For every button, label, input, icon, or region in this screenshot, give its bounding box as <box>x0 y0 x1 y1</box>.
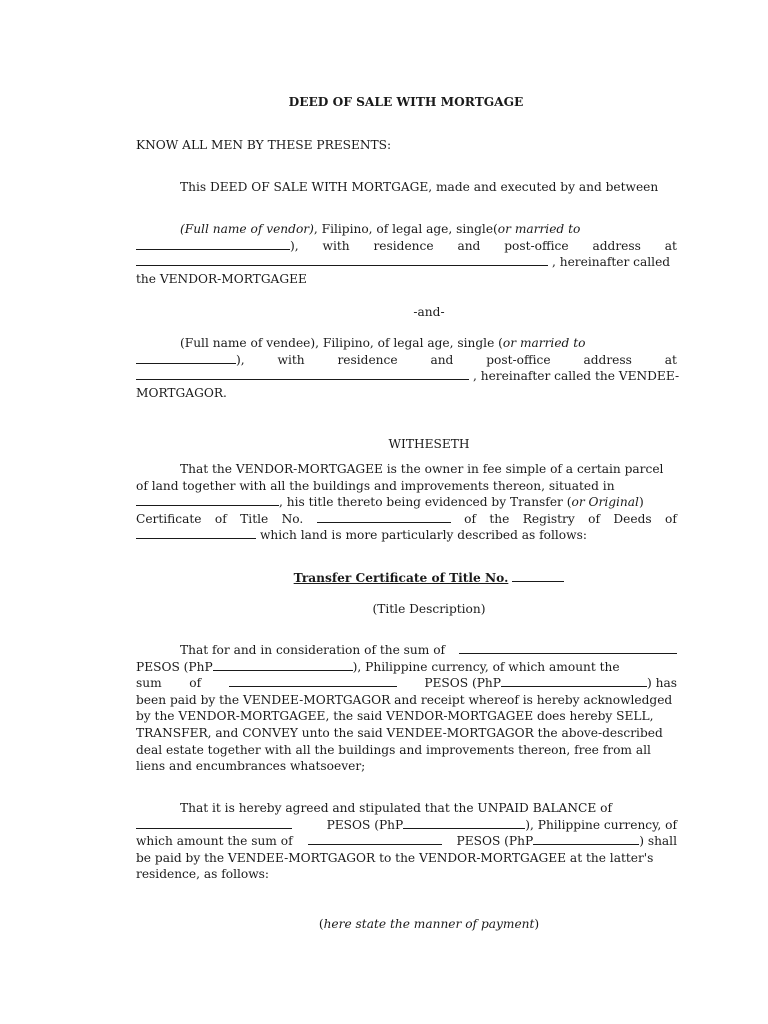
consideration-line-6 <box>136 725 677 742</box>
consideration-text: been paid by the VENDEE-MORTGAGOR and receipt whereof is hereby acknowledged <box>136 692 673 707</box>
ownership-line-5 <box>136 527 677 544</box>
consideration-text: PESOS (PhP <box>136 659 213 674</box>
vendee-text: (Full name of vendee), Filipino, of legal age, single ( <box>180 336 503 350</box>
intro-text: This DEED OF SALE WITH MORTGAGE, made and executed by and between <box>180 180 659 194</box>
vendor-word: and <box>457 238 481 253</box>
vendor-word: with <box>322 238 350 253</box>
vendee-word: and <box>430 352 454 367</box>
registry-blank <box>136 527 256 539</box>
witheseth-heading: WITHESETH <box>388 437 470 451</box>
unpaid-text: ), Philippine currency, of <box>525 817 677 832</box>
ownership-word: No. <box>281 511 304 526</box>
ownership-word: Deeds <box>613 511 652 526</box>
consideration-text: deal estate together with all the buildings and improvements thereon, free from all <box>136 742 651 757</box>
vendor-married-note: or married to <box>497 222 581 236</box>
ownership-word: the <box>489 511 510 526</box>
vendor-word: post-office <box>504 238 569 253</box>
installment-php-blank <box>533 833 639 845</box>
payment-manner-text: here state the manner of payment <box>323 917 535 931</box>
vendee-text: , hereinafter called the VENDEE- <box>473 369 680 384</box>
vendor-line-4: the VENDOR-MORTGAGEE <box>136 271 307 286</box>
vendor-paragraph <box>136 221 677 287</box>
ownership-line-4 <box>136 511 677 528</box>
vendor-spouse-blank <box>136 238 290 250</box>
vendor-text: ), <box>290 238 299 253</box>
ownership-word: of <box>588 511 600 526</box>
location-blank <box>136 494 279 506</box>
ownership-word: Registry <box>522 511 575 526</box>
consideration-line-7 <box>136 742 677 759</box>
consideration-line-1 <box>136 642 677 659</box>
unpaid-line-5: residence, as follows: <box>136 867 270 882</box>
ownership-word: Certificate <box>136 511 202 526</box>
tct-number-blank <box>512 570 564 582</box>
consideration-line-5 <box>136 708 677 725</box>
ownership-word: of <box>665 511 677 526</box>
unpaid-text: which amount the sum of <box>136 834 293 849</box>
unpaid-line-4 <box>136 850 677 867</box>
ownership-text: That the VENDOR-MORTGAGEE is the owner in fee simple of a certain parcel <box>180 462 664 476</box>
sum-php-blank <box>213 659 353 671</box>
vendee-word: residence <box>337 352 398 367</box>
ownership-text: which land is more particularly described as follows: <box>260 528 587 543</box>
vendor-line-1 <box>136 221 677 238</box>
title-number-blank <box>317 511 451 523</box>
unpaid-balance-paragraph <box>136 800 677 883</box>
ownership-line-3 <box>136 494 677 511</box>
paid-words-blank <box>229 675 397 687</box>
know-all-heading: KNOW ALL MEN BY THESE PRESENTS: <box>136 138 392 152</box>
paren: ( <box>318 917 324 931</box>
vendor-word: address <box>592 238 641 253</box>
original-note: or Original <box>571 495 639 510</box>
vendee-text: ), <box>236 352 245 367</box>
vendee-word: at <box>664 352 677 367</box>
unpaid-text: PESOS (PhP <box>326 817 404 832</box>
payment-manner-note <box>136 916 722 933</box>
ownership-word: of <box>214 511 227 526</box>
unpaid-text: ) shall <box>639 834 677 849</box>
paren: ) <box>534 917 540 931</box>
paid-php-blank <box>501 675 647 687</box>
tct-label: Transfer Certificate of Title No. <box>293 571 509 585</box>
vendee-address-blank <box>136 368 469 380</box>
vendee-paragraph <box>136 335 680 401</box>
ownership-paragraph <box>136 461 677 544</box>
consideration-line-4 <box>136 692 677 709</box>
consideration-line-3 <box>136 675 677 692</box>
ownership-text: ) <box>638 495 644 510</box>
vendee-line-4: MORTGAGOR. <box>136 385 227 400</box>
vendee-line-2 <box>136 352 677 369</box>
unpaid-text: That it is hereby agreed and stipulated that the UNPAID BALANCE of <box>180 801 612 815</box>
intro-paragraph <box>136 179 677 196</box>
consideration-text: by the VENDOR-MORTGAGEE, the said VENDOR-MORTGAGEE does hereby SELL, <box>136 709 654 724</box>
vendor-address-blank <box>136 254 548 266</box>
vendee-spouse-blank <box>136 352 236 364</box>
vendor-line-3 <box>136 254 677 271</box>
consideration-text: ) has <box>646 676 677 691</box>
vendee-word: address <box>583 352 632 367</box>
vendee-married-note: or married to <box>502 336 586 350</box>
and-separator: -and- <box>413 305 445 319</box>
vendor-word: residence <box>373 238 434 253</box>
ownership-text: , his title thereto being evidenced by Transfer ( <box>279 495 572 510</box>
ownership-line-2 <box>136 478 677 495</box>
vendee-word: with <box>277 352 305 367</box>
vendee-word: post-office <box>486 352 551 367</box>
unpaid-line-3 <box>136 833 677 850</box>
ownership-word: of <box>464 511 476 526</box>
consideration-paragraph <box>136 642 677 775</box>
consideration-word: sum <box>136 676 162 691</box>
title-description: (Title Description) <box>372 602 486 616</box>
sum-words-blank <box>459 642 677 654</box>
consideration-word: of <box>189 676 202 691</box>
ownership-line-1 <box>136 461 677 478</box>
vendee-line-3 <box>136 368 680 385</box>
consideration-line-2 <box>136 659 677 676</box>
consideration-text: PESOS (PhP <box>424 676 501 691</box>
balance-php-blank <box>403 817 525 829</box>
vendee-line-1 <box>136 335 677 352</box>
unpaid-line-2 <box>136 817 677 834</box>
vendor-text: , hereinafter called <box>552 255 671 270</box>
vendor-name-placeholder: (Full name of vendor) <box>180 222 314 236</box>
installment-words-blank <box>308 833 442 845</box>
unpaid-text: PESOS (PhP <box>456 834 534 849</box>
unpaid-line-1 <box>136 800 677 817</box>
balance-words-blank <box>136 817 292 829</box>
vendor-word: at <box>664 238 677 253</box>
consideration-text: ), Philippine currency, of which amount the <box>352 659 620 674</box>
consideration-text: That for and in consideration of the sum of <box>180 643 446 657</box>
unpaid-text: be paid by the VENDEE-MORTGAGOR to the VENDOR-MORTGAGEE at the latter's <box>136 850 654 865</box>
consideration-text: TRANSFER, and CONVEY unto the said VENDEE-MORTGAGOR the above-described <box>136 725 663 740</box>
consideration-line-8: liens and encumbrances whatsoever; <box>136 759 366 774</box>
vendor-line-2 <box>136 238 677 255</box>
tct-heading <box>136 570 722 587</box>
vendor-text: , Filipino, of legal age, single( <box>313 222 498 236</box>
ownership-word: Title <box>240 511 269 526</box>
document-title: DEED OF SALE WITH MORTGAGE <box>288 95 524 109</box>
ownership-text: of land together with all the buildings and improvements thereon, situated in <box>136 478 615 493</box>
